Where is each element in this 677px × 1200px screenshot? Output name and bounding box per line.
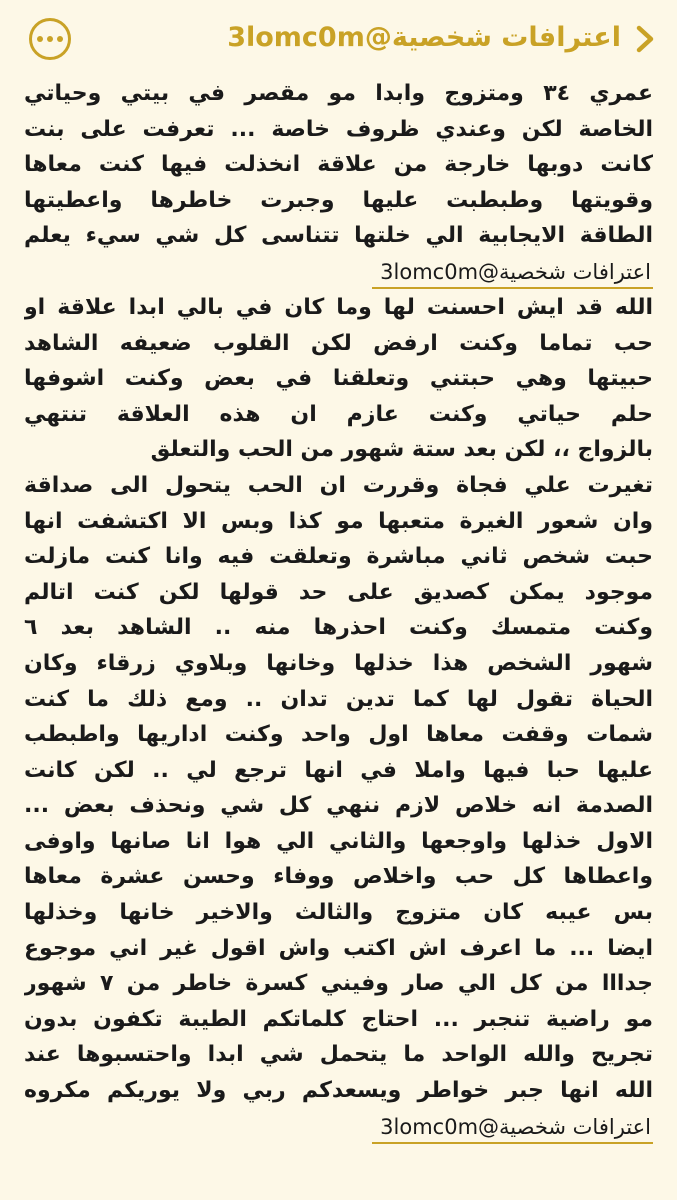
text-line: ايضا ... ما اعرف اش اكتب واش اقول غير اني موجوع [24, 935, 653, 961]
text-line: الحياة تقول لها كما تدين تدان .. ومع ذلك ما كنت [24, 686, 653, 712]
text-line: شمات وقفت معاها اول واحد وكنت اداريها واطبطب [24, 722, 653, 748]
more-horizontal-icon [37, 36, 43, 42]
top-bar [0, 0, 677, 78]
text-line: الله قد ايش احسنت لها وما كان في بالي ابدا علاقة او [24, 294, 653, 320]
text-line: كانت دوبها خارجة من علاقة انخذلت فيها كنت معاها [24, 152, 653, 178]
more-dot [57, 36, 63, 42]
page-title: اعترافات شخصية@3lomc0m [227, 22, 621, 53]
text-line: جدااا من كل الي صار وفيني كسرة خاطر من ٧ شهور [24, 971, 653, 997]
text-line: واعطاها كل حب واخلاص ووفاء وحسن عشرة معاها [24, 864, 653, 890]
text-line: وكنت متمسك وكنت احذرها منه .. الشاهد بعد ٦ [24, 615, 653, 641]
text-line: حلم حياتي وكنت عازم ان هذه العلاقة تنتهي [24, 401, 653, 427]
text-line: الاول خذلها واوجعها والثاني الي هوا انا صانها واوفى [24, 828, 653, 854]
text-line: حبيتها وهي حبتني وتعلقنا في بعض وكنت اشوفها [24, 366, 653, 392]
text-line: موجود يمكن كصديق على حد قولها لكن كنت اتالم [24, 579, 653, 605]
text-line: حبت شخص ثاني مباشرة وتعلقت فيه وانا كنت مازلت [24, 544, 653, 570]
text-line: حب تماما وكنت ارفض لكن القلوب ضعيفه الشاهد [24, 330, 653, 356]
signature-1 [24, 254, 653, 290]
signature-2 [24, 1109, 653, 1145]
text-line: الله انها جبر خواطر ويسعدكم ربي ولا يوريكم مكروه [24, 1078, 653, 1104]
text-line: وقويتها وطبطبت عليها وجبرت خاطرها واعطيتها [24, 187, 653, 213]
text-line: بالزواج ،، لكن بعد ستة شهور من الحب والتعلق [150, 437, 653, 463]
text-line: عمري ٣٤ ومتزوج وابدا مو مقصر في بيتي وحياتي [24, 81, 653, 106]
paragraph-2 [24, 290, 653, 1109]
text-line: شهور الشخص هذا خذلها وخانها وبلاوي زرقاء وكان [24, 650, 653, 676]
text-line: بس عيبه كان متزوج والثالث والاخير خانها وخذلها [24, 900, 653, 926]
text-line: الخاصة لكن وعندي ظروف خاصة ... تعرفت على بنت [24, 116, 653, 142]
text-line: الصدمة انه خلاص لازم ننهي كل شي ونحذف بعض ... [24, 793, 653, 819]
signature-text: اعترافات شخصية@3lomc0m [372, 1113, 653, 1144]
note-body [24, 76, 653, 1145]
text-line: مو راضية تنجبر ... احتاج كلماتكم الطيبة تكفون بدون [24, 1006, 653, 1032]
text-line: تجريح والله الواحد ما يتحمل شي ابدا واحتسبوها عند [24, 1042, 653, 1068]
more-options-button[interactable] [29, 18, 71, 60]
paragraph-1 [24, 76, 653, 254]
text-line: الطاقة الايجابية الي خلتها تتناسى كل شي سيء يعلم [24, 223, 653, 249]
text-line: عليها حبا فيها واملا في انها ترجع لي .. لكن كانت [24, 757, 653, 783]
more-dot [47, 36, 53, 42]
signature-text: اعترافات شخصية@3lomc0m [372, 258, 653, 289]
text-line: تغيرت علي فجاة وقررت ان الحب يتحول الى صداقة [24, 472, 653, 498]
text-line: وان شعور الغيرة متعبها مو كذا وبس الا اكتشفت انها [24, 508, 653, 534]
chevron-left-icon[interactable] [631, 24, 659, 54]
